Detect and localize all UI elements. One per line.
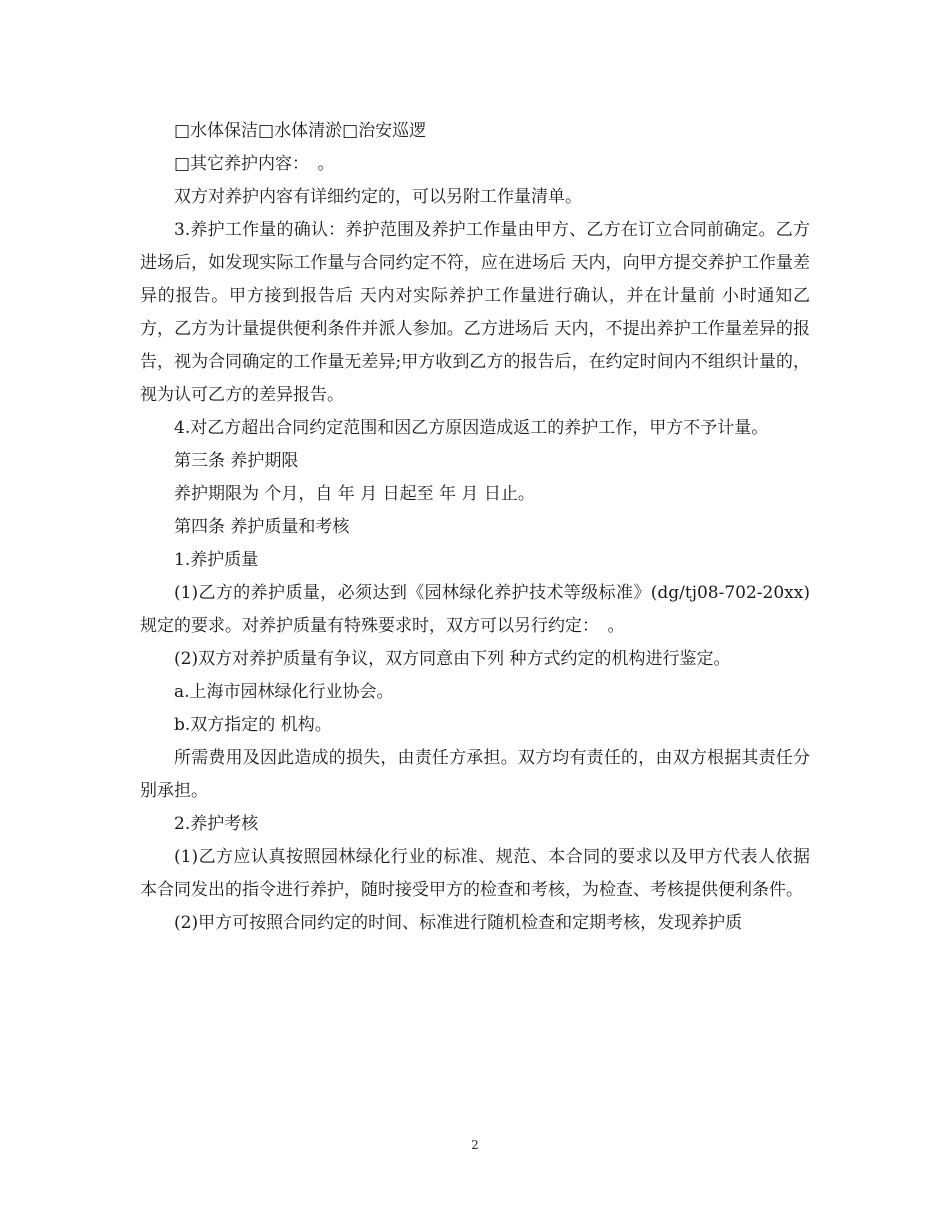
subsection-heading: 1.养护质量 xyxy=(174,550,259,570)
list-item: a.上海市园林绿化行业协会。 xyxy=(174,682,394,702)
page-number: 2 xyxy=(471,1138,479,1152)
paragraph: □水体保洁□水体清淤□治安巡逻 xyxy=(174,121,427,141)
paragraph: 4.对乙方超出合同约定范围和因乙方原因造成返工的养护工作，甲方不予计量。 xyxy=(174,418,769,438)
section-heading: 第四条 养护质量和考核 xyxy=(174,517,350,537)
document-body xyxy=(140,115,810,940)
paragraph: □其它养护内容： 。 xyxy=(174,154,335,174)
section-heading: 第三条 养护期限 xyxy=(174,451,299,471)
paragraph: 双方对养护内容有详细约定的，可以另附工作量清单。 xyxy=(174,187,582,207)
paragraph: 所需费用及因此造成的损失，由责任方承担。双方均有责任的，由双方根据其责任分别承担。 xyxy=(140,748,810,801)
paragraph: 养护期限为 个月，自 年 月 日起至 年 月 日止。 xyxy=(174,484,535,504)
paragraph: (1)乙方的养护质量，必须达到《园林绿化养护技术等级标准》(dg/tj08-702-20xx)规定的要求。对养护质量有特殊要求时，双方可以另行约定： 。 xyxy=(140,583,810,636)
paragraph: (2)甲方可按照合同约定的时间、标准进行随机检查和定期考核，发现养护质 xyxy=(174,913,743,933)
paragraph: 3.养护工作量的确认：养护范围及养护工作量由甲方、乙方在订立合同前确定。乙方进场后，如发现实际工作量与合同约定不符，应在进场后 天内，向甲方提交养护工作量差异的报告。甲方接到报告后 天内对实际养护工作量进行确认，并在计量前 小时通知乙方，乙方为计量提供便利条件并派人参加。乙方进场后 天内，不提出养护工作量差异的报告，视为合同确定的工作量无差异;甲方收到乙方的报告后，在约定时间内不组织计量的，视为认可乙方的差异报告。 xyxy=(140,220,810,405)
subsection-heading: 2.养护考核 xyxy=(174,814,259,834)
paragraph: (2)双方对养护质量有争议，双方同意由下列 种方式约定的机构进行鉴定。 xyxy=(174,649,731,669)
paragraph: (1)乙方应认真按照园林绿化行业的标准、规范、本合同的要求以及甲方代表人依据本合同发出的指令进行养护，随时接受甲方的检查和考核，为检查、考核提供便利条件。 xyxy=(140,847,810,900)
list-item: b.双方指定的 机构。 xyxy=(174,715,332,735)
